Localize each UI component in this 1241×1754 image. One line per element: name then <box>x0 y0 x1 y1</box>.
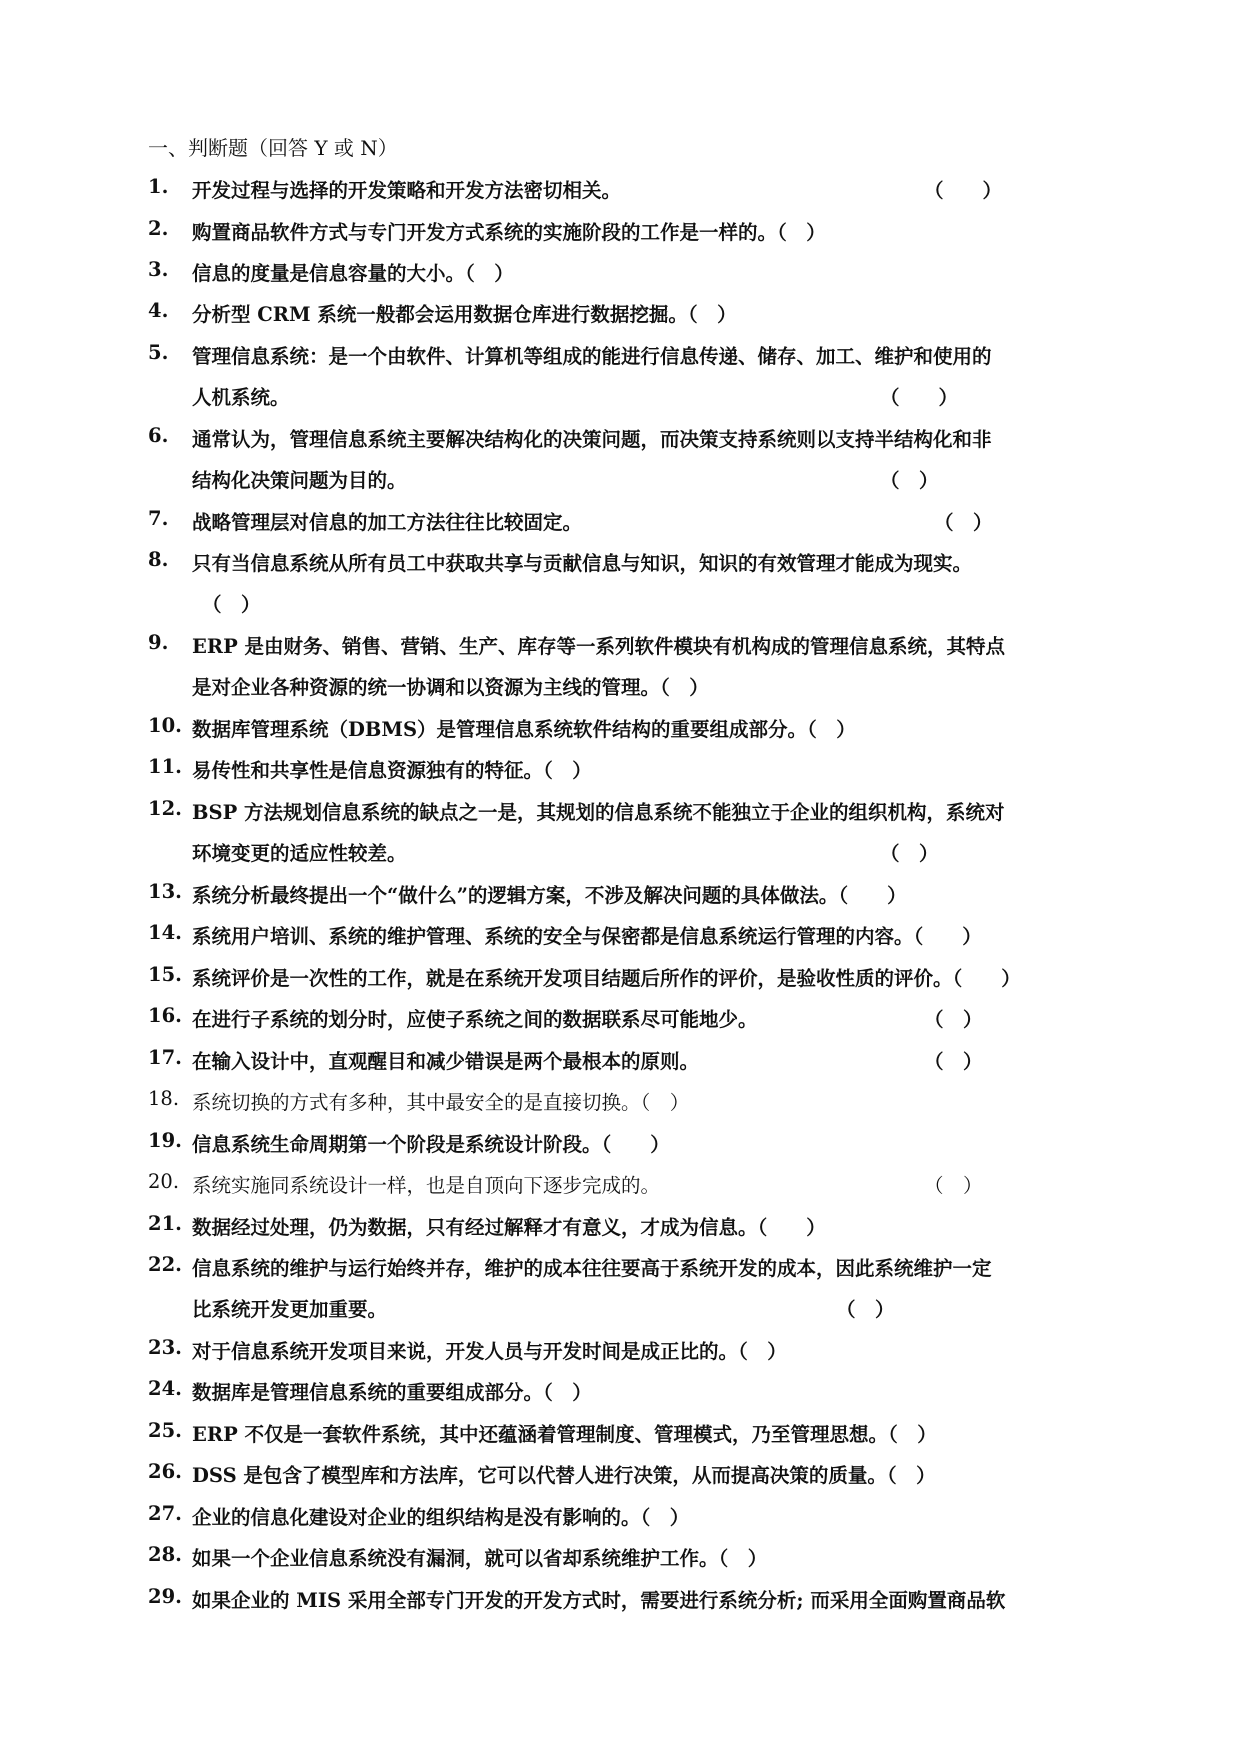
question-text: 数据库是管理信息系统的重要组成部分。（ ） <box>192 1381 592 1404</box>
question-text: 企业的信息化建设对企业的组织结构是没有影响的。（ ） <box>192 1506 690 1529</box>
question-text: 战略管理层对信息的加工方法往往比较固定。 <box>192 511 583 534</box>
answer-blank: （ ） <box>934 511 993 534</box>
section-heading: 一、判断题（回答 Y 或 N） <box>148 136 398 160</box>
question-number: 7. <box>148 507 169 530</box>
question-number: 22. <box>148 1253 182 1276</box>
question-number: 11. <box>148 755 182 778</box>
question-text: DSS 是包含了模型库和方法库，它可以代替人进行决策，从而提高决策的质量。（ ） <box>192 1464 936 1487</box>
answer-blank: （ ） <box>880 469 939 492</box>
question-number: 16. <box>148 1004 182 1027</box>
question-number: 23. <box>148 1336 182 1359</box>
question-text: 信息系统生命周期第一个阶段是系统设计阶段。（ ） <box>192 1133 670 1156</box>
question-number: 14. <box>148 921 182 944</box>
question-number: 13. <box>148 880 182 903</box>
question-number: 3. <box>148 258 169 281</box>
question-text: 系统实施同系统设计一样，也是自顶向下逐步完成的。 <box>192 1174 661 1197</box>
question-text: 开发过程与选择的开发策略和开发方法密切相关。 <box>192 179 622 202</box>
question-number: 20. <box>148 1170 180 1193</box>
question-text: 系统切换的方式有多种，其中最安全的是直接切换。（ ） <box>192 1091 690 1114</box>
question-continuation: 比系统开发更加重要。 <box>192 1298 388 1321</box>
question-text: 只有当信息系统从所有员工中获取共享与贡献信息与知识，知识的有效管理才能成为现实。 <box>192 552 973 575</box>
question-number: 17. <box>148 1046 182 1069</box>
question-text: 系统用户培训、系统的维护管理、系统的安全与保密都是信息系统运行管理的内容。（ ） <box>192 925 982 948</box>
question-text: ERP 不仅是一套软件系统，其中还蕴涵着管理制度、管理模式，乃至管理思想。（ ） <box>192 1423 937 1446</box>
question-text: 数据库管理系统（DBMS）是管理信息系统软件结构的重要组成部分。（ ） <box>192 718 856 741</box>
question-number: 28. <box>148 1543 182 1566</box>
question-text: 信息系统的维护与运行始终并存，维护的成本往往要高于系统开发的成本，因此系统维护一定 <box>192 1257 992 1280</box>
answer-blank: （ ） <box>202 593 261 616</box>
question-number: 18. <box>148 1087 180 1110</box>
question-text: ERP 是由财务、销售、营销、生产、库存等一系列软件模块有机构成的管理信息系统，其特点 <box>192 635 1006 658</box>
question-number: 25. <box>148 1419 182 1442</box>
question-continuation: 人机系统。 <box>192 386 290 409</box>
question-text: 购置商品软件方式与专门开发方式系统的实施阶段的工作是一样的。（ ） <box>192 221 826 244</box>
answer-blank: （ ） <box>880 386 959 409</box>
question-number: 4. <box>148 299 169 322</box>
answer-blank: （ ） <box>880 842 939 865</box>
question-number: 12. <box>148 797 182 820</box>
question-continuation: 环境变更的适应性较差。 <box>192 842 407 865</box>
question-text: 易传性和共享性是信息资源独有的特征。（ ） <box>192 759 592 782</box>
question-text: 系统分析最终提出一个“做什么”的逻辑方案，不涉及解决问题的具体做法。（ ） <box>192 884 907 907</box>
question-text: 管理信息系统：是一个由软件、计算机等组成的能进行信息传递、储存、加工、维护和使用的 <box>192 345 992 368</box>
question-number: 2. <box>148 217 169 240</box>
question-text: 如果一个企业信息系统没有漏洞，就可以省却系统维护工作。（ ） <box>192 1547 768 1570</box>
question-number: 10. <box>148 714 182 737</box>
question-number: 29. <box>148 1585 182 1608</box>
question-number: 5. <box>148 341 169 364</box>
answer-blank: （ ） <box>836 1298 895 1321</box>
question-number: 24. <box>148 1377 182 1400</box>
question-number: 26. <box>148 1460 182 1483</box>
question-text: 在输入设计中，直观醒目和减少错误是两个最根本的原则。 <box>192 1050 700 1073</box>
answer-blank: （ ） <box>924 1174 983 1197</box>
question-number: 9. <box>148 631 169 654</box>
question-number: 6. <box>148 424 169 447</box>
question-number: 15. <box>148 963 182 986</box>
question-number: 21. <box>148 1212 182 1235</box>
question-number: 8. <box>148 548 169 571</box>
answer-blank: （ ） <box>924 1050 983 1073</box>
answer-blank: （ ） <box>924 179 1003 202</box>
question-text: 分析型 CRM 系统一般都会运用数据仓库进行数据挖掘。（ ） <box>192 303 737 326</box>
question-text: 数据经过处理，仍为数据，只有经过解释才有意义，才成为信息。（ ） <box>192 1216 826 1239</box>
question-text: BSP 方法规划信息系统的缺点之一是，其规划的信息系统不能独立于企业的组织机构，系统对 <box>192 801 1005 824</box>
question-number: 27. <box>148 1502 182 1525</box>
answer-blank: （ ） <box>924 1008 983 1031</box>
question-text: 在进行子系统的划分时，应使子系统之间的数据联系尽可能地少。 <box>192 1008 758 1031</box>
question-text: 如果企业的 MIS 采用全部专门开发的开发方式时，需要进行系统分析; 而采用全面购置商品软 <box>192 1589 1006 1612</box>
question-continuation: 结构化决策问题为目的。 <box>192 469 407 492</box>
question-continuation: 是对企业各种资源的统一协调和以资源为主线的管理。（ ） <box>192 676 709 699</box>
question-number: 19. <box>148 1129 182 1152</box>
question-text: 对于信息系统开发项目来说，开发人员与开发时间是成正比的。（ ） <box>192 1340 787 1363</box>
question-text: 通常认为，管理信息系统主要解决结构化的决策问题，而决策支持系统则以支持半结构化和非 <box>192 428 992 451</box>
question-text: 信息的度量是信息容量的大小。（ ） <box>192 262 514 285</box>
question-number: 1. <box>148 175 169 198</box>
question-text: 系统评价是一次性的工作，就是在系统开发项目结题后所作的评价，是验收性质的评价。（ ） <box>192 967 1021 990</box>
